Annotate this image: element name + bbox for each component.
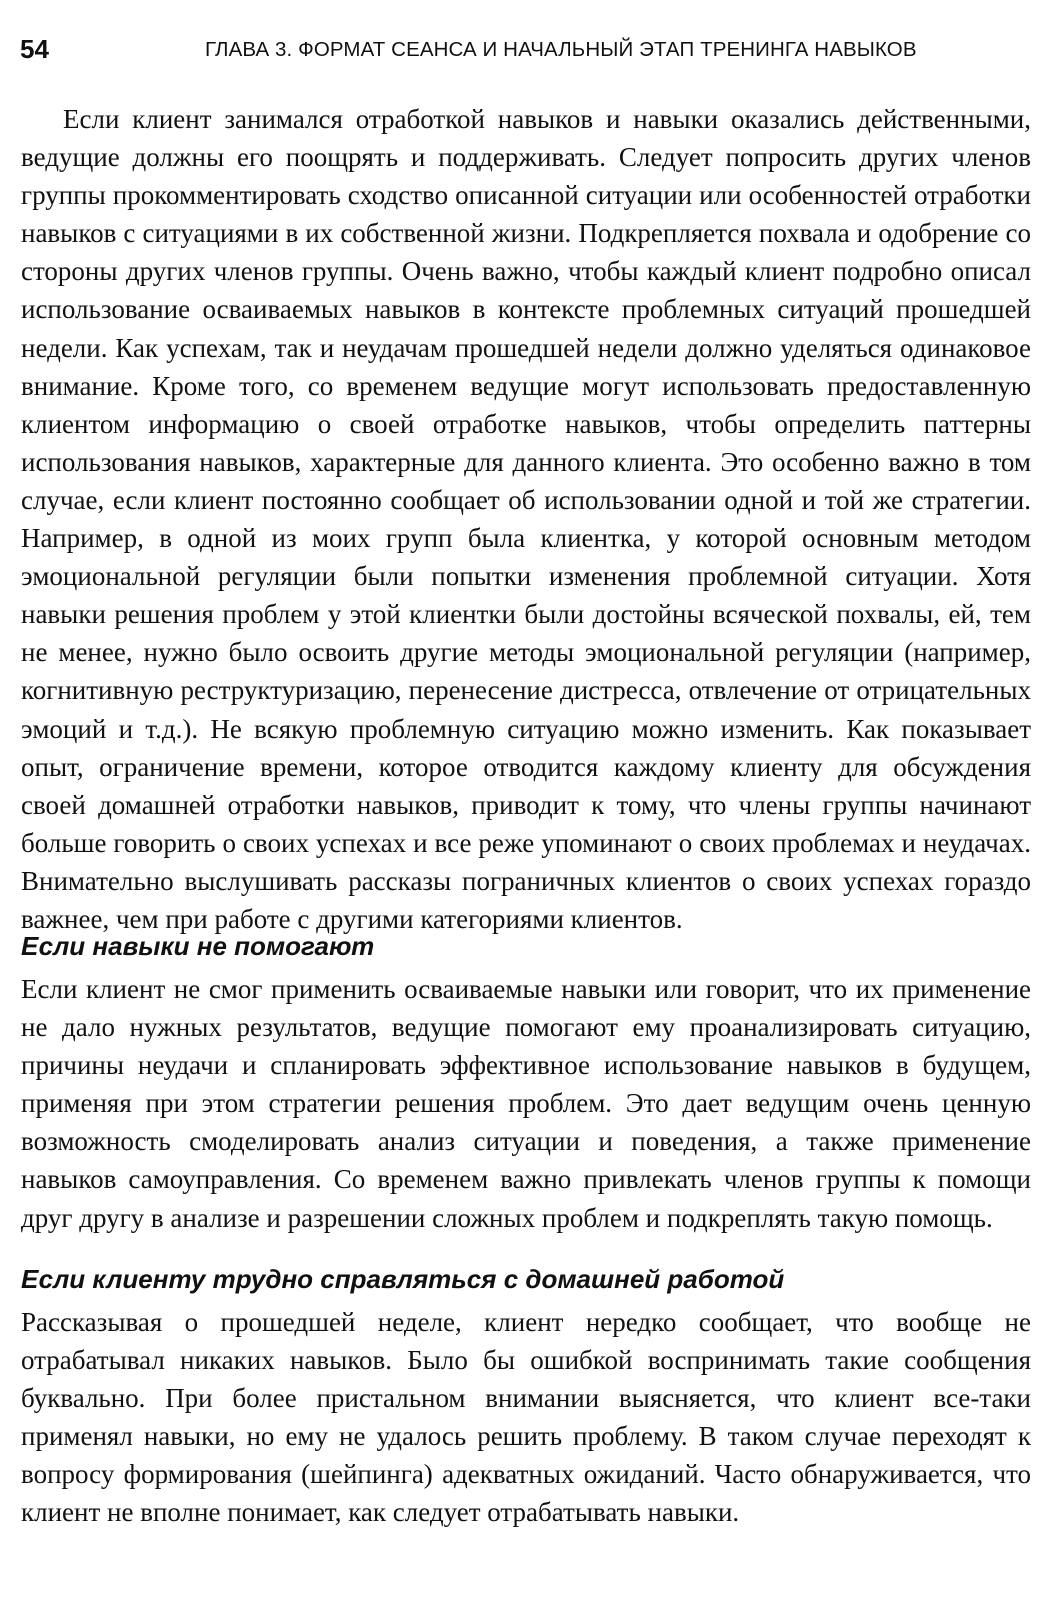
body-paragraph: Если клиент занимался отработкой навыков и навыки оказались действенными, ведущие должны его поощрять и поддерживать. Следует попросить других членов группы прокомментировать сходство описанной ситуации или особенностей отработки навыков с ситуациями в их собственной жизни. Подкрепляется похвала и одобрение со стороны других членов группы. Очень важно, чтобы каждый клиент подробно описал использование осваиваемых навыков в контексте проблемных ситуаций прошедшей недели. Как успехам, так и неудачам прошедшей недели должно уделяться одинаковое внимание. Кроме того, со временем ведущие могут использовать предоставленную клиентом информацию о своей отработке навыков, чтобы определить паттерны использования навыков, характерные для данного клиента. Это особенно важно в том случае, если клиент постоянно сообщает об использовании одной и той же стратегии. Например, в одной из моих групп была клиентка, у которой основным методом эмоциональной регуляции были попытки изменения проблемной ситуации. Хотя навыки решения проблем у этой клиентки были достойны всяческой похвалы, ей, тем не менее, нужно было освоить другие методы эмоциональной регуляции (например, когнитивную реструктуризацию, перенесение дистресса, отвлечение от отрицательных эмоций и т.д.). Не всякую проблемную ситуацию можно изменить. Как показывает опыт, ограничение времени, которое отводится каждому клиенту для обсуждения своей домашней отработки навыков, приводит к тому, что члены группы начинают больше говорить о своих успехах и все реже упоминают о своих проблемах и неудачах. Внимательно выслушивать рассказы пограничных клиентов о своих успехах гораздо важнее, чем при работе с другими категориями клиентов. (21, 104, 1031, 934)
body-paragraph: Рассказывая о прошедшей неделе, клиент нередко сообщает, что вообще не отрабатывал никаких навыков. Было бы ошибкой воспринимать такие сообщения буквально. При более пристальном внимании выясняется, что клиент все-таки применял навыки, но ему не удалось решить проблему. В таком случае переходят к вопросу формирования (шейпинга) адекватных ожиданий. Часто обнаруживается, что клиент не вполне понимает, как следует отрабатывать навыки. (21, 1307, 1031, 1528)
running-header (20, 34, 1020, 64)
section-heading: Если навыки не помогают (21, 931, 375, 961)
section-heading: Если клиенту трудно справляться с домашней работой (21, 1264, 785, 1294)
page-number: 54 (20, 34, 49, 64)
chapter-title: ГЛАВА 3. ФОРМАТ СЕАНСА И НАЧАЛЬНЫЙ ЭТАП ТРЕНИНГА НАВЫКОВ (205, 38, 917, 61)
body-paragraph: Если клиент не смог применить осваиваемые навыки или говорит, что их применение не дало нужных результатов, ведущие помогают ему проанализировать ситуацию, причины неудачи и спланировать эффективное использование навыков в будущем, применяя при этом стратегии решения проблем. Это дает ведущим очень ценную возможность смоделировать анализ ситуации и поведения, а также применение навыков самоуправления. Со временем важно привлекать членов группы к помощи друг другу в анализе и разрешении сложных проблем и подкреплять такую помощь. (21, 974, 1031, 1233)
